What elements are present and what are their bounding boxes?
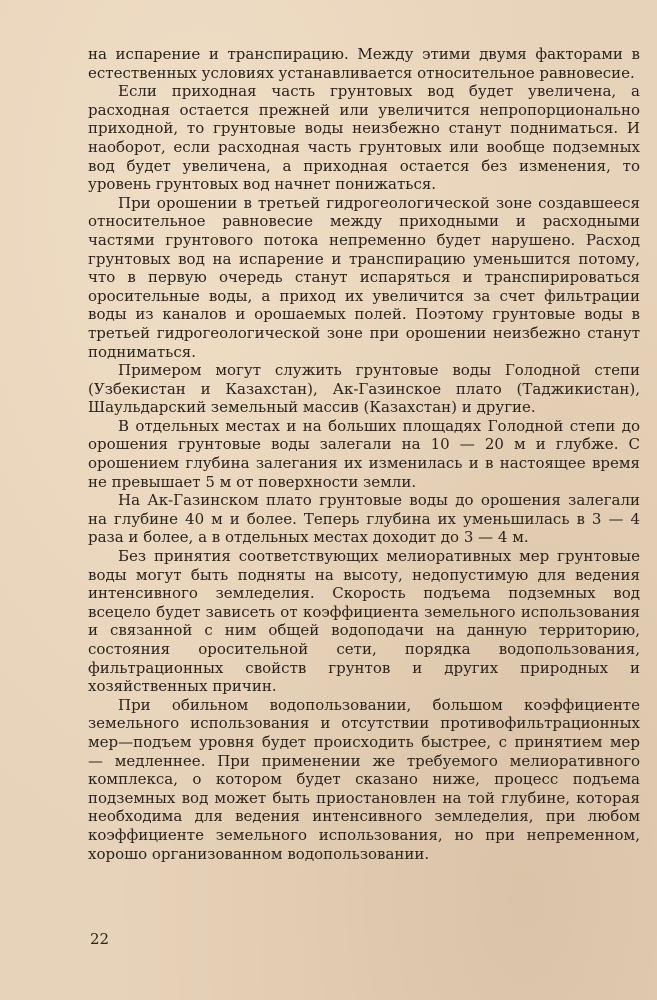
paragraph-7: Без принятия соответствующих мелиоративных мер грунтовые воды могут быть подняты на высоту, недопустимую для ведения интенсивного земледелия. Скорость подъема подземных вод всецело будет зависеть от коэффициента земельного использования и связанной с ним общей водоподачи на данную территорию, состояния оросительной сети, порядка водопользования, фильтрационных свойств грунтов и других природных и хозяйственных причин. xyxy=(88,547,640,696)
page-number: 22 xyxy=(90,930,110,948)
paragraph-4: Примером могут служить грунтовые воды Голодной степи (Узбекистан и Казахстан), Ак-Газинское плато (Таджикистан), Шаульдарский земельный массив (Казахстан) и другие. xyxy=(88,361,640,417)
paragraph-3: При орошении в третьей гидрогеологической зоне создавшееся относительное равновесие между приходными и расходными частями грунтового потока непременно будет нарушено. Расход грунтовых вод на испарение и транспирацию уменьшится потому, что в первую очередь станут испаряться и транспирироваться оросительные воды, а приход их увеличится за счет фильтрации воды из каналов и орошаемых полей. Поэтому грунтовые воды в третьей гидрогеологической зоне при орошении неизбежно станут подниматься. xyxy=(88,193,640,361)
paragraph-1: на испарение и транспирацию. Между этими двумя факторами в естественных условиях устанавливается относительное равновесие. xyxy=(88,45,640,82)
body-text xyxy=(88,45,640,863)
paragraph-8: При обильном водопользовании, большом коэффициенте земельного использования и отсутствии противофильтрационных мер—подъем уровня будет происходить быстрее, с принятием мер — медленнее. При применении же требуемого мелиоративного комплекса, о котором будет сказано ниже, процесс подъема подземных вод может быть приостановлен на той глубине, которая необходима для ведения интенсивного земледелия, при любом коэффициенте земельного использования, но при непременном, хорошо организованном водопользовании. xyxy=(88,695,640,863)
paragraph-5: В отдельных местах и на больших площадях Голодной степи до орошения грунтовые воды залегали на 10 — 20 м и глубже. С орошением глубина залегания их изменилась и в настоящее время не превышает 5 м от поверхности земли. xyxy=(88,416,640,491)
paragraph-2: Если приходная часть грунтовых вод будет увеличена, а расходная остается прежней или увеличится непропорционально приходной, то грунтовые воды неизбежно станут подниматься. И наоборот, если расходная часть грунтовых или вообще подземных вод будет увеличена, а приходная остается без изменения, то уровень грунтовых вод начнет понижаться. xyxy=(88,82,640,194)
paragraph-6: На Ак-Газинском плато грунтовые воды до орошения залегали на глубине 40 м и более. Теперь глубина их уменьшилась в 3 — 4 раза и более, а в отдельных местах доходит до 3 — 4 м. xyxy=(88,491,640,547)
